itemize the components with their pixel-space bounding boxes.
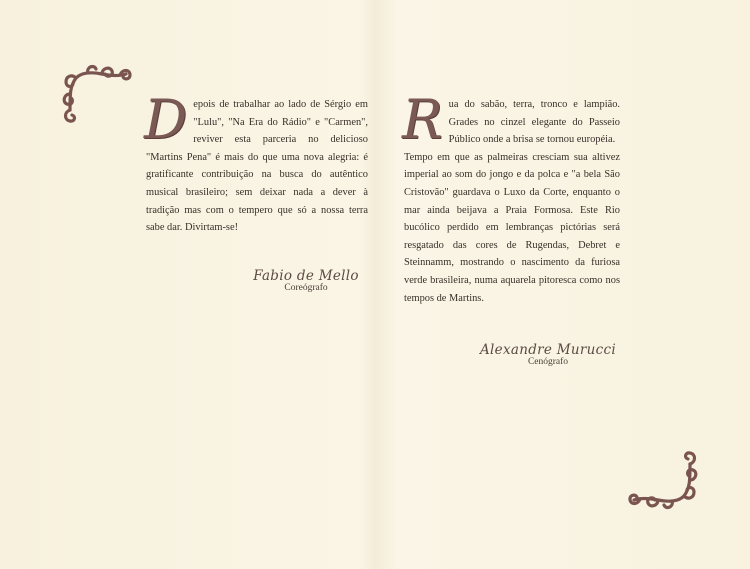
right-signature <box>468 342 628 367</box>
right-signature-name: Alexandre Murucci <box>480 342 616 358</box>
corner-ornament-top-left <box>62 64 134 136</box>
right-paragraph-1 <box>402 88 620 151</box>
right-dropcap: R <box>402 88 443 151</box>
right-text-block <box>402 88 620 307</box>
left-signature-role: Coreógrafo <box>284 283 328 293</box>
left-text-block <box>144 88 368 237</box>
left-paragraph <box>144 88 368 237</box>
right-paragraph-1-text: ua do sabão, terra, tronco e lampião. Grades no cinzel elegante do Passeio Público onde a brisa se tornou européia. <box>448 99 620 146</box>
left-signature-name: Fabio de Mello <box>253 268 359 284</box>
left-dropcap: D <box>144 88 188 151</box>
right-signature-role: Cenógrafo <box>527 357 569 367</box>
right-paragraph-2: Tempo em que as palmeiras cresciam sua altivez imperial ao som do jongo e da polca e "a bela São Cristovão" guardava o Luxo da Corte, enquanto o mar ainda beijava a Praia Formosa. Este Rio bucólico perdido em lembranças pictórias será resgatado das cores de Rugendas, Debret e Steinnamm, mostrando o nascimento da furiosa verde brasileira, numa aquarela pitoresca como nos tempos de Martins. <box>404 151 620 304</box>
corner-ornament-bottom-right <box>626 438 698 510</box>
left-signature <box>236 268 376 293</box>
left-paragraph-text: epois de trabalhar ao lado de Sérgio em "Lulu", "Na Era do Rádio" e "Carmen", reviver esta parceria no delicioso "Martins Pena" é mais do que uma nova alegria: é gratificante contribuição na busca do autêntico musical brasileiro; sem deixar nada a dever à tradição mas com o tempero que só a nossa terra sabe dar. Divirtam-se! <box>146 99 368 234</box>
